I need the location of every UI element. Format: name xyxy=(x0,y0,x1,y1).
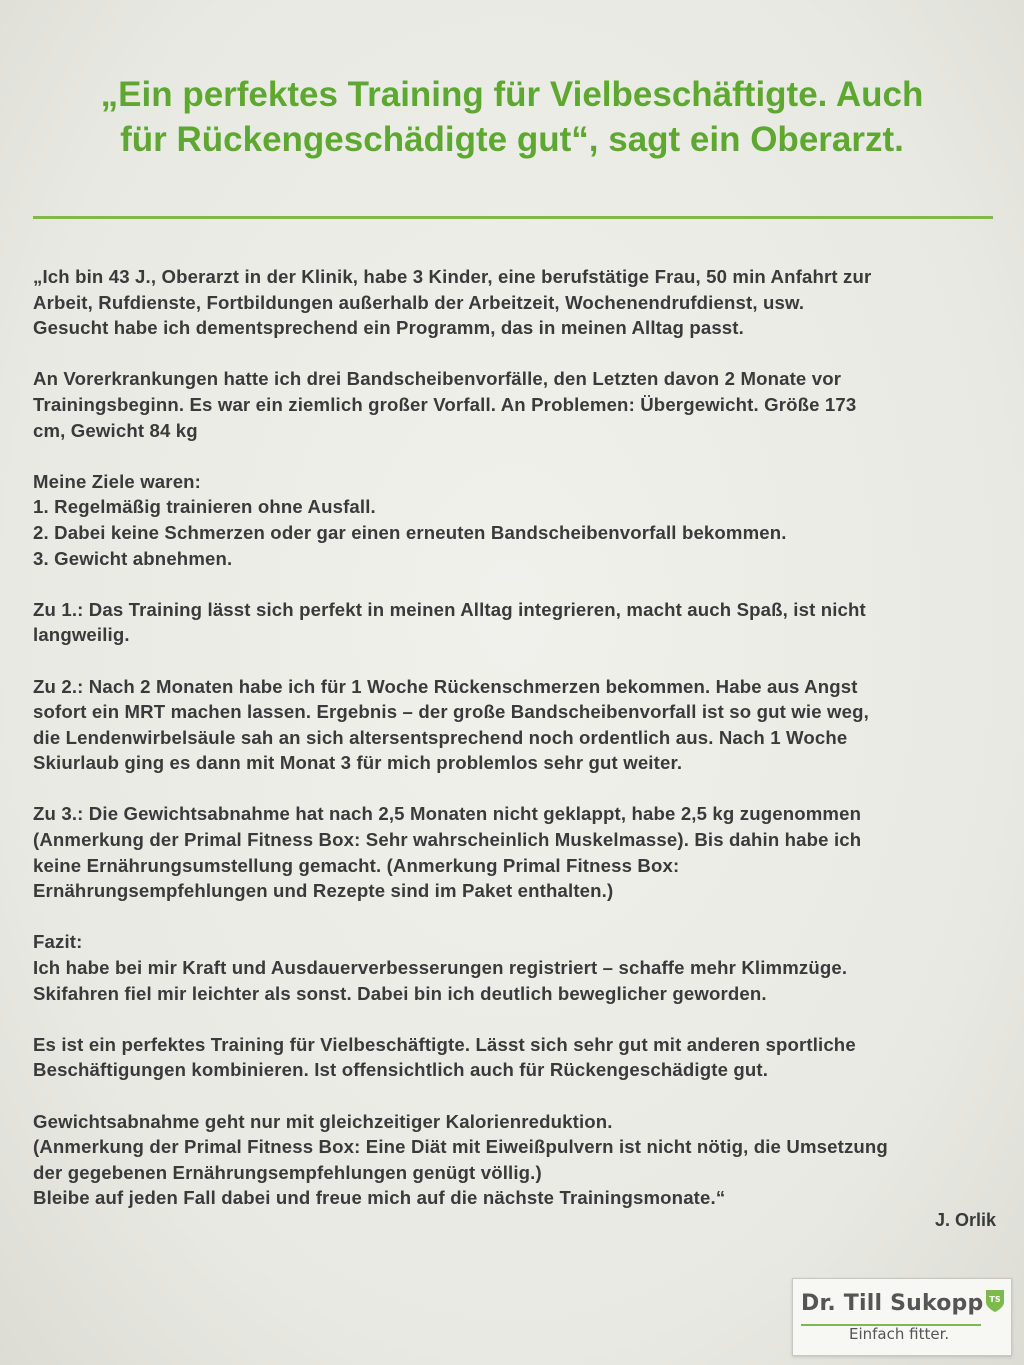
divider xyxy=(33,216,993,219)
paragraph xyxy=(33,1109,1003,1211)
text-line: der gegebenen Ernährungsempfehlungen genügt völlig.) xyxy=(33,1161,542,1183)
text-line: sofort ein MRT machen lassen. Ergebnis – der große Bandscheibenvorfall ist so gut wie weg, xyxy=(33,701,869,723)
text-line: Ernährungsempfehlungen und Rezepte sind im Paket enthalten.) xyxy=(33,880,614,902)
text-line: Meine Ziele waren: xyxy=(33,470,202,492)
text-line: Trainingsbeginn. Es war ein ziemlich großer Vorfall. An Problemen: Übergewicht. Größe 173 xyxy=(33,393,857,415)
text-line: Beschäftigungen kombinieren. Ist offensichtlich auch für Rückengeschädigte gut. xyxy=(33,1059,769,1081)
paragraph xyxy=(33,469,1003,571)
shield-badge-icon xyxy=(985,1289,1005,1313)
text-line: Zu 1.: Das Training lässt sich perfekt in meinen Alltag integrieren, macht auch Spaß, ist nicht xyxy=(33,598,866,620)
logo-name: Dr. Till Sukopp xyxy=(801,1291,984,1316)
text-line: 1. Regelmäßig trainieren ohne Ausfall. xyxy=(33,496,376,518)
text-line: Skiurlaub ging es dann mit Monat 3 für mich problemlos sehr gut weiter. xyxy=(33,752,683,774)
text-line: Zu 2.: Nach 2 Monaten habe ich für 1 Woche Rückenschmerzen bekommen. Habe aus Angst xyxy=(33,675,858,697)
text-line: die Lendenwirbelsäule sah an sich altersentsprechend noch ordentlich aus. Nach 1 Woche xyxy=(33,726,848,748)
title-line: „Ein perfektes Training für Vielbeschäftigte. Auch xyxy=(100,75,924,114)
text-line: Gewichtsabnahme geht nur mit gleichzeitiger Kalorienreduktion. xyxy=(33,1110,613,1132)
text-line: An Vorerkrankungen hatte ich drei Bandscheibenvorfälle, den Letzten davon 2 Monate vor xyxy=(33,368,842,390)
text-line: Zu 3.: Die Gewichtsabnahme hat nach 2,5 Monaten nicht geklappt, habe 2,5 kg zugenommen xyxy=(33,803,862,825)
page-title xyxy=(0,72,1024,162)
text-line: keine Ernährungsumstellung gemacht. (Anmerkung Primal Fitness Box: xyxy=(33,854,680,876)
logo-tagline: Einfach fitter. xyxy=(849,1325,950,1343)
text-line: 2. Dabei keine Schmerzen oder gar einen erneuten Bandscheibenvorfall bekommen. xyxy=(33,521,787,543)
signature: J. Orlik xyxy=(934,1210,996,1230)
paragraph xyxy=(33,674,1003,776)
text-line: 3. Gewicht abnehmen. xyxy=(33,547,233,569)
paragraph xyxy=(33,597,1003,648)
text-line: cm, Gewicht 84 kg xyxy=(33,419,198,441)
text-line: Bleibe auf jeden Fall dabei und freue mich auf die nächste Trainingsmonate.“ xyxy=(33,1187,726,1209)
paragraph xyxy=(33,1032,1003,1083)
testimonial-body xyxy=(33,264,1003,1211)
text-line: „Ich bin 43 J., Oberarzt in der Klinik, habe 3 Kinder, eine berufstätige Frau, 50 min Anfahrt zur xyxy=(33,266,872,287)
text-line: (Anmerkung der Primal Fitness Box: Sehr wahrscheinlich Muskelmasse). Bis dahin habe ich xyxy=(33,829,862,851)
text-line: Skifahren fiel mir leichter als sonst. Dabei bin ich deutlich beweglicher geworden. xyxy=(33,982,767,1004)
text-line: langweilig. xyxy=(33,624,130,646)
text-line: Gesucht habe ich dementsprechend ein Programm, das in meinen Alltag passt. xyxy=(33,317,744,339)
text-line: Ich habe bei mir Kraft und Ausdauerverbesserungen registriert – schaffe mehr Klimmzüge. xyxy=(33,957,848,979)
paragraph xyxy=(33,801,1003,903)
text-line: (Anmerkung der Primal Fitness Box: Eine Diät mit Eiweißpulvern ist nicht nötig, die Umsetzung xyxy=(33,1136,888,1158)
badge-text: TS xyxy=(989,1295,1001,1304)
text-line: Fazit: xyxy=(33,931,83,953)
paragraph xyxy=(33,264,1003,341)
text-line: Es ist ein perfektes Training für Vielbeschäftigte. Lässt sich sehr gut mit anderen sportliche xyxy=(33,1033,856,1055)
brand-logo xyxy=(792,1278,1012,1356)
text-line: Arbeit, Rufdienste, Fortbildungen außerhalb der Arbeitzeit, Wochenendrufdienst, usw. xyxy=(33,291,805,313)
paragraph xyxy=(33,366,1003,443)
title-line: für Rückengeschädigte gut“, sagt ein Oberarzt. xyxy=(120,120,904,159)
paragraph xyxy=(33,929,1003,1006)
